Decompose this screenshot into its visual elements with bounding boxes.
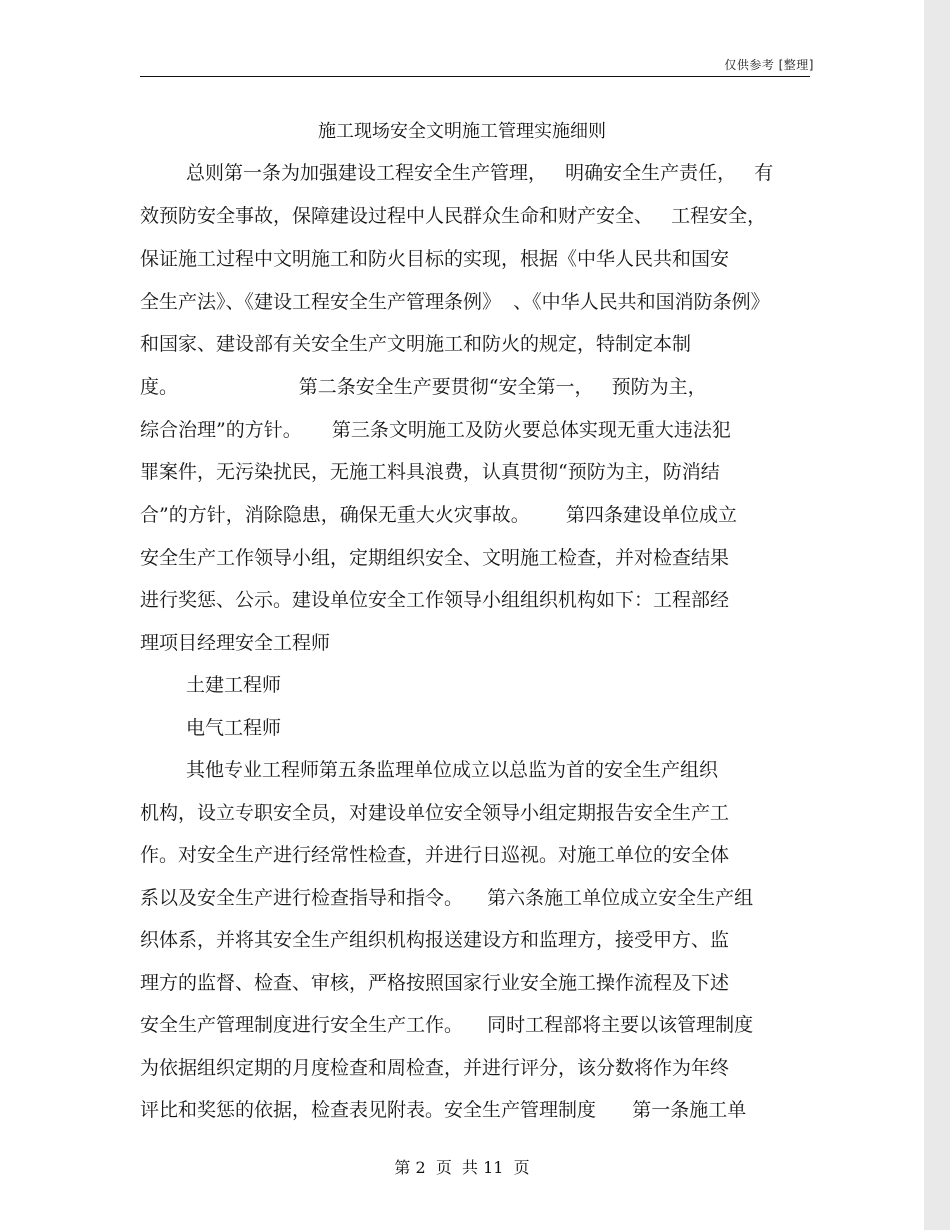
body-line: 为依据组织定期的月度检查和周检查，并进行评分，该分数将作为年终	[140, 1057, 730, 1079]
body-line: 安全生产工作领导小组，定期组织安全、文明施工检查，并对检查结果	[140, 547, 730, 569]
body-line: 系以及安全生产进行检查指导和指令。 第六条施工单位成立安全生产组	[140, 887, 754, 909]
body-line: 合”的方针，消除隐患，确保无重大火灾事故。 第四条建设单位成立	[140, 504, 737, 526]
body-line: 安全生产管理制度进行安全生产工作。 同时工程部将主要以该管理制度	[140, 1014, 754, 1036]
document-title: 施工现场安全文明施工管理实施细则	[318, 121, 606, 142]
body-line: 评比和奖惩的依据，检查表见附表。安全生产管理制度 第一条施工单	[140, 1099, 747, 1121]
header-note: 仅供参考 [整理]	[724, 58, 814, 72]
body-line: 综合治理”的方针。 第三条文明施工及防火要总体实现无重大违法犯	[140, 419, 731, 441]
header-rule	[140, 76, 810, 77]
body-line: 理方的监督、检查、审核，严格按照国家行业安全施工操作流程及下述	[140, 972, 730, 994]
body-line: 效预防安全事故，保障建设过程中人民群众生命和财产安全、 工程安全，	[140, 205, 767, 227]
body-line: 罪案件，无污染扰民，无施工料具浪费，认真贯彻“预防为主，防消结	[140, 461, 720, 483]
body-line: 进行奖惩、公示。建设单位安全工作领导小组组织机构如下：工程部经	[140, 589, 730, 611]
body-line: 作。对安全生产进行经常性检查，并进行日巡视。对施工单位的安全体	[140, 844, 730, 866]
body-line: 理项目经理安全工程师	[140, 632, 331, 654]
body-line: 织体系，并将其安全生产组织机构报送建设方和监理方，接受甲方、监	[140, 929, 730, 951]
body-line: 度。 第二条安全生产要贯彻“安全第一， 预防为主，	[140, 376, 707, 398]
page-number-footer: 第 2 页 共 11 页	[394, 1158, 530, 1177]
body-line: 电气工程师	[186, 717, 282, 739]
body-line: 土建工程师	[186, 674, 282, 696]
body-line: 全生产法》、《建设工程安全生产管理条例》 、《中华人民共和国消防条例》	[140, 291, 770, 313]
body-line: 总则第一条为加强建设工程安全生产管理， 明确安全生产责任， 有	[186, 162, 774, 184]
body-line: 保证施工过程中文明施工和防火目标的实现，根据《中华人民共和国安	[140, 248, 730, 270]
body-line: 和国家、建设部有关安全生产文明施工和防火的规定，特制定本制	[140, 333, 692, 355]
body-line: 其他专业工程师第五条监理单位成立以总监为首的安全生产组织	[186, 759, 719, 781]
body-line: 机构，设立专职安全员，对建设单位安全领导小组定期报告安全生产工	[140, 802, 730, 824]
